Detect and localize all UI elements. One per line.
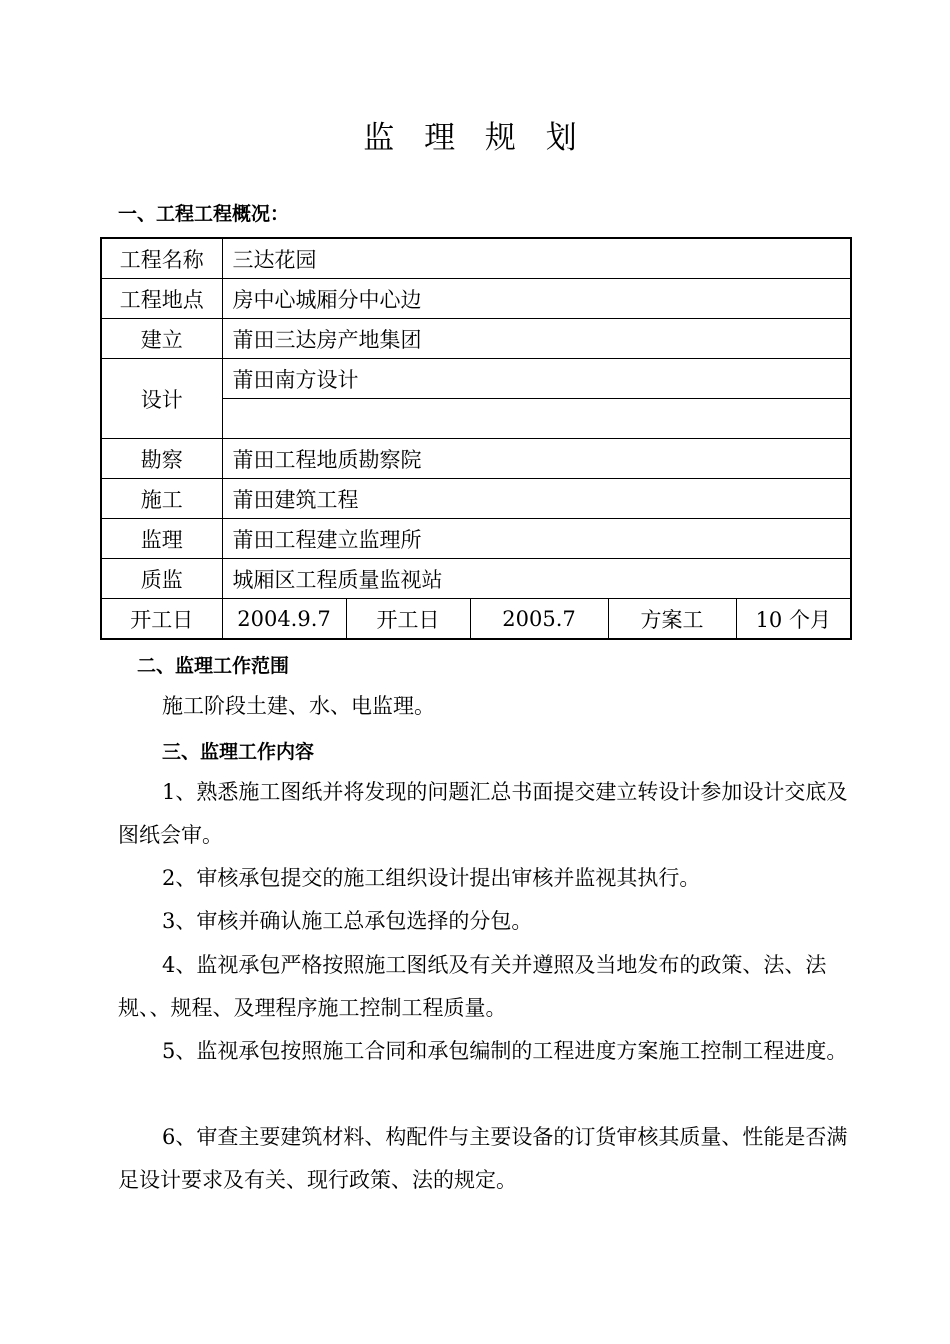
- table-row: [101, 479, 851, 519]
- row-label: 监理: [101, 519, 222, 559]
- table-row: [101, 238, 851, 279]
- table-row-dates: [101, 599, 851, 640]
- table-row: [101, 559, 851, 599]
- start-date-value: 2004.9.7: [222, 599, 346, 640]
- list-item: 5、监视承包按照施工合同和承包编制的工程进度方案施工控制工程进度。: [162, 1039, 848, 1063]
- list-item: 4、监视承包严格按照施工图纸及有关并遵照及当地发布的政策、法、法规、、规程、及理程序施工控制工程质量。: [118, 953, 827, 1020]
- row-label: 工程名称: [101, 238, 222, 279]
- row-value: 莆田工程建立监理所: [222, 519, 851, 559]
- list-item: 6、审查主要建筑材料、构配件与主要设备的订货审核其质量、性能是否满足设计要求及有关、现行政策、法的规定。: [118, 1125, 848, 1192]
- duration-value: 10 个月: [736, 599, 851, 640]
- row-label: 建立: [101, 319, 222, 359]
- list-item: 1、熟悉施工图纸并将发现的问题汇总书面提交建立转设计参加设计交底及图纸会审。: [118, 780, 848, 847]
- row-value: 三达花园: [222, 238, 851, 279]
- section3-heading: 三、监理工作内容: [162, 741, 315, 763]
- end-date-value: 2005.7: [470, 599, 608, 640]
- row-value: 城厢区工程质量监视站: [222, 559, 851, 599]
- section2-text: 施工阶段土建、水、电监理。: [162, 694, 435, 718]
- list-item: 3、审核并确认施工总承包选择的分包。: [162, 909, 533, 933]
- row-value: 莆田南方设计: [222, 359, 851, 399]
- section1-heading: 一、工程工程概况：: [118, 203, 290, 225]
- project-info-table: [100, 237, 852, 640]
- table-row: [101, 319, 851, 359]
- list-item: 2、审核承包提交的施工组织设计提出审核并监视其执行。: [162, 866, 701, 890]
- row-value-empty: [222, 399, 851, 439]
- row-value: 莆田工程地质勘察院: [222, 439, 851, 479]
- table-row: [101, 279, 851, 319]
- table-row: [101, 519, 851, 559]
- row-label: 施工: [101, 479, 222, 519]
- row-label: 勘察: [101, 439, 222, 479]
- table-row: [101, 439, 851, 479]
- end-date-label: 开工日: [346, 599, 470, 640]
- row-value: 莆田建筑工程: [222, 479, 851, 519]
- document-title: 监 理 规 划: [363, 120, 587, 156]
- row-label: 工程地点: [101, 279, 222, 319]
- duration-label: 方案工: [608, 599, 736, 640]
- row-label: 质监: [101, 559, 222, 599]
- table-row: [101, 359, 851, 399]
- start-date-label: 开工日: [101, 599, 222, 640]
- row-value: 莆田三达房产地集团: [222, 319, 851, 359]
- section2-heading: 二、监理工作范围: [137, 655, 290, 677]
- row-value: 房中心城厢分中心边: [222, 279, 851, 319]
- row-label: 设计: [101, 359, 222, 439]
